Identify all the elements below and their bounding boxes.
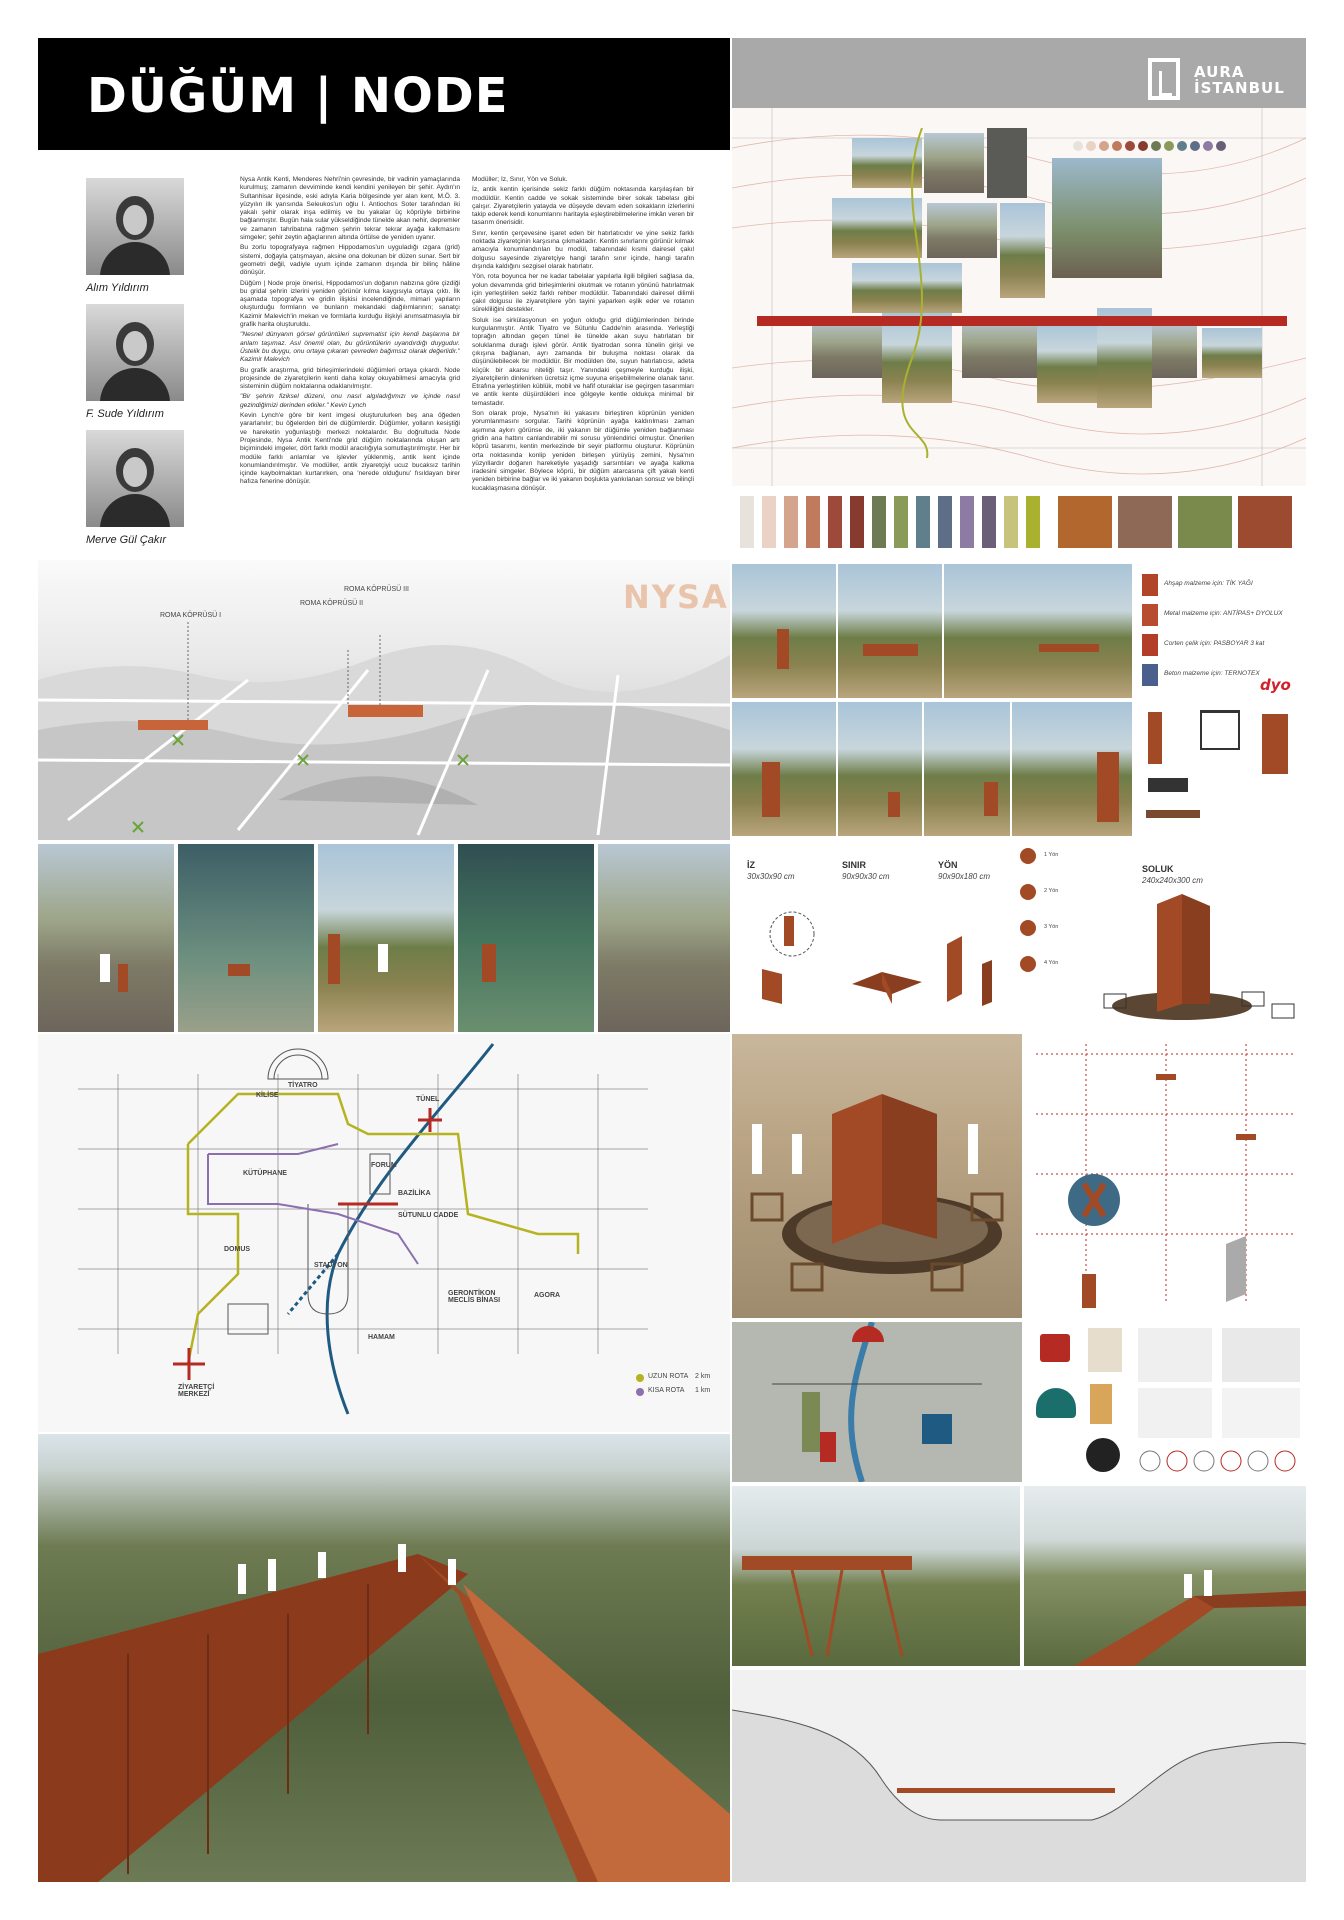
map-label: SÜTUNLU CADDE — [398, 1212, 459, 1219]
module-name: İZ — [747, 860, 755, 870]
map-label: KİLİSE — [256, 1092, 279, 1099]
module-drawings — [732, 844, 1306, 1030]
material-label: Metal malzeme için: ANTİPAS+ DYOLUX — [1164, 610, 1283, 617]
site-photo — [838, 564, 942, 698]
site-photo — [924, 702, 1010, 836]
color-dot — [1164, 141, 1174, 151]
material-label: Corten çelik için: PASBOYAR 3 kat — [1164, 640, 1265, 647]
soluk-drawing — [732, 1034, 1022, 1318]
portrait-photo — [86, 430, 184, 527]
color-dot — [1138, 141, 1148, 151]
map-label: STADYON — [314, 1262, 348, 1269]
page-title: DÜĞÜM | NODE — [87, 68, 509, 124]
texture-swatch — [1238, 496, 1292, 548]
tote-bag-icon — [1088, 1328, 1122, 1372]
paint-can-icon — [1142, 574, 1158, 596]
legend-label: UZUN ROTA — [648, 1373, 689, 1380]
stamp-icon — [1275, 1451, 1295, 1471]
direction-option: 2 Yön — [1044, 888, 1059, 894]
portrait-photo — [86, 304, 184, 401]
color-dot — [1086, 141, 1096, 151]
stamp-icon — [1194, 1451, 1214, 1471]
red-route-bar — [757, 316, 1287, 326]
rendered-view — [318, 844, 454, 1032]
quote: "Nesnel dünyanın görsel görüntüleri suprematist için kendi başlarına bir anlam taşımaz. Asıl önemli olan, bu görüntülerin uyandırdığı duygudur. Üstelik bu duygu, onu ortaya çıkaran çevreden bağımsız olarak değerlidir." Kazimir Malevich — [240, 331, 460, 364]
direction-option: 3 Yön — [1044, 924, 1059, 930]
site-photo — [732, 564, 836, 698]
palette-swatch — [762, 496, 776, 548]
brand-name — [1194, 64, 1285, 96]
satellite-map — [732, 1322, 1022, 1482]
module-dimension: 240x240x300 cm — [1142, 876, 1203, 885]
nysa-title: NYSA — [623, 578, 729, 616]
paragraph: Yön, rota boyunca her ne kadar tabelalar yapılarla ilgili bilgileri sağlasa da, yolun devamında grid birleşimlerini okutmak ve rotanın yönünü hatırlatmak için yerleştirilen sekiz farklı rehber modüldür. Tabanındaki dairesel dilimli çakıl dolgusu ile ziyaretçilere yön tayini yaparken eşlik eder ve rotanın sürekliliğini destekler. — [472, 273, 694, 314]
mug-icon — [1040, 1334, 1070, 1362]
paragraph: Bu grafik araştırma, grid birleşimlerindeki düğümleri ortaya çıkardı. Node projesinde de ziyaretçilerin kenti daha kolay okuyabilmesi amacıyla grid sisteminin düğüm noktalarına odaklanılmıştır. — [240, 366, 460, 391]
color-dot — [1190, 141, 1200, 151]
module-dimension: 90x90x30 cm — [842, 872, 890, 881]
portrait-photo — [86, 178, 184, 275]
brand-line-2: İSTANBUL — [1194, 79, 1285, 97]
map-label: FORUM — [371, 1162, 397, 1169]
texture-swatch — [1178, 496, 1232, 548]
photo — [1052, 158, 1162, 278]
stamp-icon — [1248, 1451, 1268, 1471]
rendered-view — [598, 844, 730, 1032]
material-palette — [732, 488, 1306, 560]
palette-swatch — [938, 496, 952, 548]
photo — [1000, 203, 1045, 298]
map-drawing — [38, 1034, 730, 1432]
route-map — [38, 1034, 730, 1432]
soluk-render — [732, 1034, 1022, 1318]
map-label: DOMUS — [224, 1246, 251, 1253]
map-label: GERONTİKON MECLİS BİNASI — [448, 1290, 501, 1304]
texture-swatch — [1118, 496, 1172, 548]
palette-swatches — [732, 488, 1306, 560]
color-dots — [1072, 138, 1242, 148]
quote: "Bir şehrin fiziksel düzeni, onu nasıl algıladığımızı ve içinde nasıl gezindiğimizi derinden etkiler." Kevin Lynch — [240, 393, 460, 409]
paint-can-icon — [1142, 604, 1158, 626]
photo — [987, 128, 1027, 198]
bridge-label: ROMA KÖPRÜSÜ II — [300, 600, 364, 607]
legend-value: 2 km — [695, 1373, 711, 1380]
paragraph: Son olarak proje, Nysa'nın iki yakasını birleştiren köprünün yeniden yorumlanmasını sorgular. Tarihi köprünün ayağa kaldırılması zaman aşımına aykırı görünse de, iki yakanın bir düğümle yeniden bağlanması gridin ana hattını canlandırabilir mi sorusu yönlendirici olmuştur. Önerilen köprü tasarımı, kentin merkezinde bir seyir platformu oluşturur. Köprünün orta noktasında konlip yeniden birleşen yürüyüş zemini, Nysa'nın yüzyıllardır doğanın hareketiyle yaşadığı sarsıntıları ve ayağa kalkma iradesini simgeler. Böylece köprü, bir düğüm atarcasına çift yakalı kenti yeniden birbirine bağlar ve iki yakanın boşlukta yankılanan sonsuz ve bilinçli kucaklaşmasına dönüşür. — [472, 410, 694, 492]
palette-swatch — [916, 496, 930, 548]
notebook — [1222, 1328, 1300, 1382]
color-dot — [1203, 141, 1213, 151]
stamp-icon — [1167, 1451, 1187, 1471]
paint-can-icon — [1142, 634, 1158, 656]
photo — [1037, 323, 1097, 403]
modules-panel — [732, 844, 1306, 1030]
palette-swatch — [806, 496, 820, 548]
paragraph: Kevin Lynch'e göre bir kent imgesi oluşturulurken beş ana öğeden yararlanılır; bu öğelerden biri de düğümlerdir. Düğümler, yolların kesiştiği ve hareketin yoğunlaştığı merkezi noktalardır. Bu doğrultuda Node Projesinde, Nysa Antik Kenti'nde grid düğüm noktalarında oluşan artı biçimindeki imgeler, dört farklı modül aracılığıyla somutlaştırılmıştır. Her bir modüle farklı anlamlar ve işlevler yüklenmiş, antik kent içinde konumlandırılmıştır. Ve modüller, antik ziyaretçiyi ucuz bucaksız tarihin içinde kaybolmaktan kurtarırken, ona 'nerede olduğunu' fısıldayan birer hafıza fenerine dönüşür. — [240, 412, 460, 486]
palette-swatch — [1026, 496, 1040, 548]
paragraph: Düğüm | Node proje önerisi, Hippodamos'un doğanın nabzına göre çizdiği bu gridal şehrin izlerini yeniden görünür kılma kaygısıyla ortaya çıktı. İlk aşamada topografya ve gridin ilişkisi incelendiğinde, mimari yapıların oluşturduğu formların ve bunların mekandaki dağılımlarının; sanatçı Kazimir Malevich'in mekan ve formlarla kurduğu ilişkiyi anımsatmasıyla bir grafik harita oluşturuldu. — [240, 279, 460, 329]
site-photo — [944, 564, 1132, 698]
photo — [812, 318, 882, 378]
site-collage — [732, 108, 1306, 486]
palette-swatch — [850, 496, 864, 548]
palette-swatch — [740, 496, 754, 548]
site-photo — [1012, 702, 1132, 836]
stamp-icons — [1138, 1448, 1300, 1474]
bridge-side-drawing — [732, 1486, 1020, 1666]
module-dimension: 90x90x180 cm — [938, 872, 991, 881]
legend-marker — [636, 1388, 644, 1396]
module-name: SOLUK — [1142, 864, 1174, 874]
bridge-render-side — [732, 1486, 1020, 1666]
brand-line-1: AURA — [1194, 63, 1245, 81]
team-member-name: Merve Gül Çakır — [86, 534, 167, 546]
site-photo — [838, 702, 922, 836]
paragraph: Bu zorlu topografyaya rağmen Hippodamos'un uyguladığı ızgara (grid) sistemi, doğayla çatışmayan, aksine ona dokunan bir düzen sunar. Sert bir geometri değil, vadiyle uyum içinde zamanın dışında bir bilinç hâline dönüşür. — [240, 244, 460, 277]
material-label: Ahşap malzeme için: TİK YAĞI — [1164, 580, 1253, 587]
team-member-name: Alım Yıldırım — [86, 282, 149, 294]
section-drawing — [732, 1670, 1306, 1882]
color-dot — [1073, 141, 1083, 151]
bridge-render-side-2 — [1024, 1486, 1306, 1666]
legend-marker — [636, 1374, 644, 1382]
direction-option: 1 Yön — [1044, 852, 1059, 858]
map-print — [1138, 1388, 1212, 1438]
cap-icon — [1036, 1388, 1076, 1418]
module-name: YÖN — [938, 860, 958, 870]
color-dot — [1177, 141, 1187, 151]
rendered-view — [38, 844, 174, 1032]
team-member-name: F. Sude Yıldırım — [86, 408, 164, 420]
nysa-panorama — [38, 560, 730, 840]
dyo-logo: dyo — [1260, 676, 1291, 694]
table-sample — [1148, 778, 1188, 792]
map-label: TÜNEL — [416, 1096, 440, 1103]
module-diagrams — [1026, 1034, 1306, 1318]
bench-sample — [1146, 810, 1200, 818]
site-photo — [732, 702, 836, 836]
palette-swatch — [872, 496, 886, 548]
map-label: BAZİLİKA — [398, 1190, 431, 1197]
paragraph: Sınır, kentin çerçevesine işaret eden bir hatırlatıcıdır ve yine sekiz farklı noktada ziyaretçinin karşısına çıkmaktadır. Kentin sınırlarını görünür kılmak amacıyla konumlandırılan bu modül, tabanındaki kısmi dairesel çakıl dolgusu sayesinde ziyaretçiye hangi tarafın sınır içinde, hangi tarafın dışında kaldığını sezgisel olarak hatırlatır. — [472, 229, 694, 270]
fence-sample — [1200, 710, 1240, 750]
map-label: ZİYARETÇİ MERKEZİ — [178, 1384, 215, 1398]
material-label: Beton malzeme için: TERNOTEX — [1164, 670, 1260, 677]
project-text-column-2 — [472, 176, 694, 521]
stamp-icon — [1221, 1451, 1241, 1471]
palette-swatch — [960, 496, 974, 548]
paragraph: Soluk ise sirkülasyonun en yoğun olduğu grid düğümlerinden birinde kurgulanmıştır. Antik Tiyatro ve Sütunlu Cadde'nin arasında. Yerleştiği toprağın altından geçen tünel ile tünelde akan suyu hatırlatan bir soluklanma durağı işlevi görür. Antik tiyatrodan sonra tünelin girişi ve çıkışına bağlanan, ayrı zamanda bir buluşma noktası olarak da düşünülebilecek bir modüldür. Bir modülden öte, suyun hatırlatıcısı, adeta küçük bir akarsu niteliği taşır. Yanındaki çeşmeyle kurduğu ilişki, ziyaretçilerin dinlenirken ücretsiz içme suyuna erişebilmelerine olanak tanır. Etrafına yerleştirilen küblük, mobil ve hafif oturaklar ise geçirgen tasarımları ve antik kente düşürdükleri ince gölgeyle kentle oldukça minimal bir temastadır. — [472, 316, 694, 407]
color-dot — [1125, 141, 1135, 151]
paragraph: Modüller; İz, Sınır, Yön ve Soluk. — [472, 176, 568, 183]
module-name: SINIR — [842, 860, 867, 870]
map-label: TİYATRO — [288, 1082, 318, 1089]
photo — [1152, 323, 1197, 378]
cup-icon — [1090, 1384, 1112, 1424]
legend-value: 1 km — [695, 1387, 711, 1394]
module-dimension: 30x30x90 cm — [747, 872, 795, 881]
photo — [1202, 328, 1262, 378]
map-label: KÜTÜPHANE — [243, 1170, 287, 1177]
bridge-drawing — [38, 1434, 730, 1882]
satellite-drawing — [732, 1322, 1022, 1482]
map-label: AGORA — [534, 1292, 561, 1299]
project-text-column-1 — [240, 176, 460, 521]
bridge-label: ROMA KÖPRÜSÜ III — [344, 586, 409, 593]
map-label: HAMAM — [368, 1334, 395, 1341]
bridge-side-drawing-2 — [1024, 1486, 1306, 1666]
paint-can-icon — [1142, 664, 1158, 686]
color-dot — [1151, 141, 1161, 151]
legend-label: KISA ROTA — [648, 1387, 685, 1394]
direction-option: 4 Yön — [1044, 960, 1059, 966]
module-sample — [1148, 712, 1162, 764]
palette-swatch — [828, 496, 842, 548]
palette-swatch — [784, 496, 798, 548]
brochure — [1138, 1328, 1212, 1382]
module-diagram-drawing — [1026, 1034, 1306, 1318]
paragraph: İz, antik kentin içerisinde sekiz farklı düğüm noktasında karşılaşılan bir modüldür. Kentin cadde ve sokak sisteminde birer sokak tabelası gibi çalışır. Ziyaretçilerin yatayda ve düşeyde devam eden sokakların izlerlerini takip ederek kendi konumlarını haritayla eşleştirebilmelerine imkân veren bir tasarım önerisidir. — [472, 186, 694, 227]
texture-swatch — [1058, 496, 1112, 548]
card-print — [1222, 1388, 1300, 1438]
route-line — [882, 128, 962, 458]
badge-icon — [1086, 1438, 1120, 1472]
paragraph: Nysa Antik Kenti, Menderes Nehri'nin çevresinde, bir vadinin yamaçlarında kurulmuş; zamanın devviminde kendi kendini yenileyen bir şehir. Aydın'ın Sultanhisar ilçesinde, eski adıyla Karia bölgesinde yer alan kent, M.Ö. 3. yüzyılın ilk yarısında Seleukos'un oğlu I. Antiochos Soter tarafından iki yakalı şehir olarak inşa edilmiş ve bu yakalar üç köprüyle birbirine bağlanmıştır. Bugün hala sular yükseldiğinde tünelde akan nehir, depremler ve zamanın tahribatına rağmen şehrin tekrar tekrar ayağa kalkmasını simgeler; şehir zeytin ağaçlarının altında örtülse de yeniden uyanır. — [240, 176, 460, 242]
color-dot — [1216, 141, 1226, 151]
palette-swatch — [1004, 496, 1018, 548]
palette-swatch — [894, 496, 908, 548]
rendered-view — [178, 844, 314, 1032]
corten-sample — [1262, 714, 1288, 774]
materials-panel — [1136, 564, 1306, 836]
bridge-label: ROMA KÖPRÜSÜ I — [160, 612, 222, 619]
stamp-icon — [1140, 1451, 1160, 1471]
color-dot — [1112, 141, 1122, 151]
bridge-section — [732, 1670, 1306, 1882]
color-dot — [1099, 141, 1109, 151]
rendered-view — [458, 844, 594, 1032]
photo — [962, 318, 1037, 378]
merchandise-board — [1026, 1322, 1306, 1482]
bridge-render-main — [38, 1434, 730, 1882]
aura-logo-icon — [1148, 58, 1180, 100]
palette-swatch — [982, 496, 996, 548]
